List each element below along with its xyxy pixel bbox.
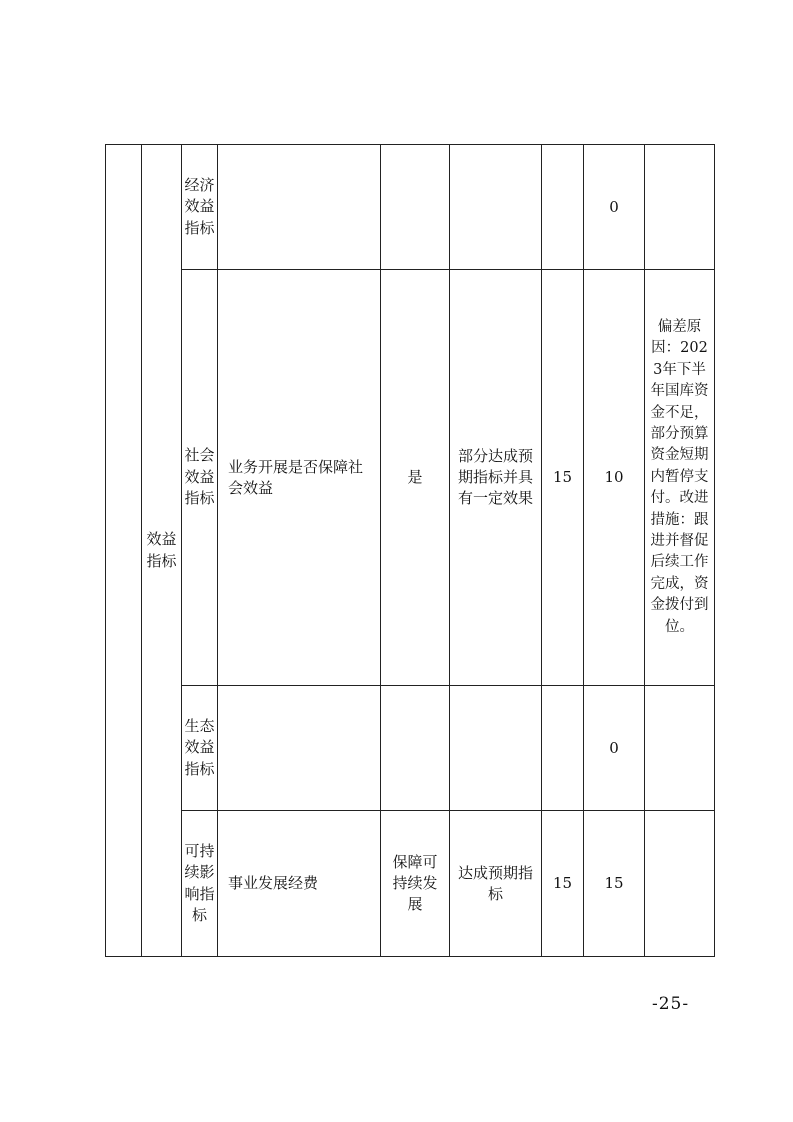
annual-target-cell: 保障可持续发展 (381, 811, 450, 957)
indicator-content-cell (218, 145, 381, 270)
annual-target-cell: 是 (381, 270, 450, 686)
page-number: -25- (652, 994, 690, 1014)
score-cell: 15 (584, 811, 645, 957)
level2-indicator-cell: 效益指标 (142, 145, 182, 957)
actual-completion-cell (450, 145, 542, 270)
performance-indicator-table (105, 144, 715, 957)
weight-cell (542, 686, 584, 811)
indicator-content-cell: 业务开展是否保障社会效益 (218, 270, 381, 686)
annual-target-cell (381, 145, 450, 270)
score-cell: 0 (584, 686, 645, 811)
weight-cell (542, 145, 584, 270)
weight-cell: 15 (542, 270, 584, 686)
actual-completion-cell (450, 686, 542, 811)
indicator-content-cell (218, 686, 381, 811)
level1-indicator-cell (106, 145, 142, 957)
level3-indicator-cell: 可持续影响指标 (182, 811, 218, 957)
level3-indicator-cell: 经济效益指标 (182, 145, 218, 270)
deviation-note-cell (645, 145, 715, 270)
weight-cell: 15 (542, 811, 584, 957)
deviation-note-cell: 偏差原因：2023年下半年国库资金不足，部分预算资金短期内暂停支付。改进措施：跟进并督促后续工作完成，资金拨付到位。 (645, 270, 715, 686)
table-row (106, 270, 715, 686)
annual-target-cell (381, 686, 450, 811)
indicator-content-cell: 事业发展经费 (218, 811, 381, 957)
deviation-note-cell (645, 811, 715, 957)
level3-indicator-cell: 生态效益指标 (182, 686, 218, 811)
deviation-note-cell (645, 686, 715, 811)
table-row (106, 811, 715, 957)
score-cell: 10 (584, 270, 645, 686)
actual-completion-cell: 达成预期指标 (450, 811, 542, 957)
table-row (106, 686, 715, 811)
table-row (106, 145, 715, 270)
score-cell: 0 (584, 145, 645, 270)
actual-completion-cell: 部分达成预期指标并具有一定效果 (450, 270, 542, 686)
level3-indicator-cell: 社会效益指标 (182, 270, 218, 686)
